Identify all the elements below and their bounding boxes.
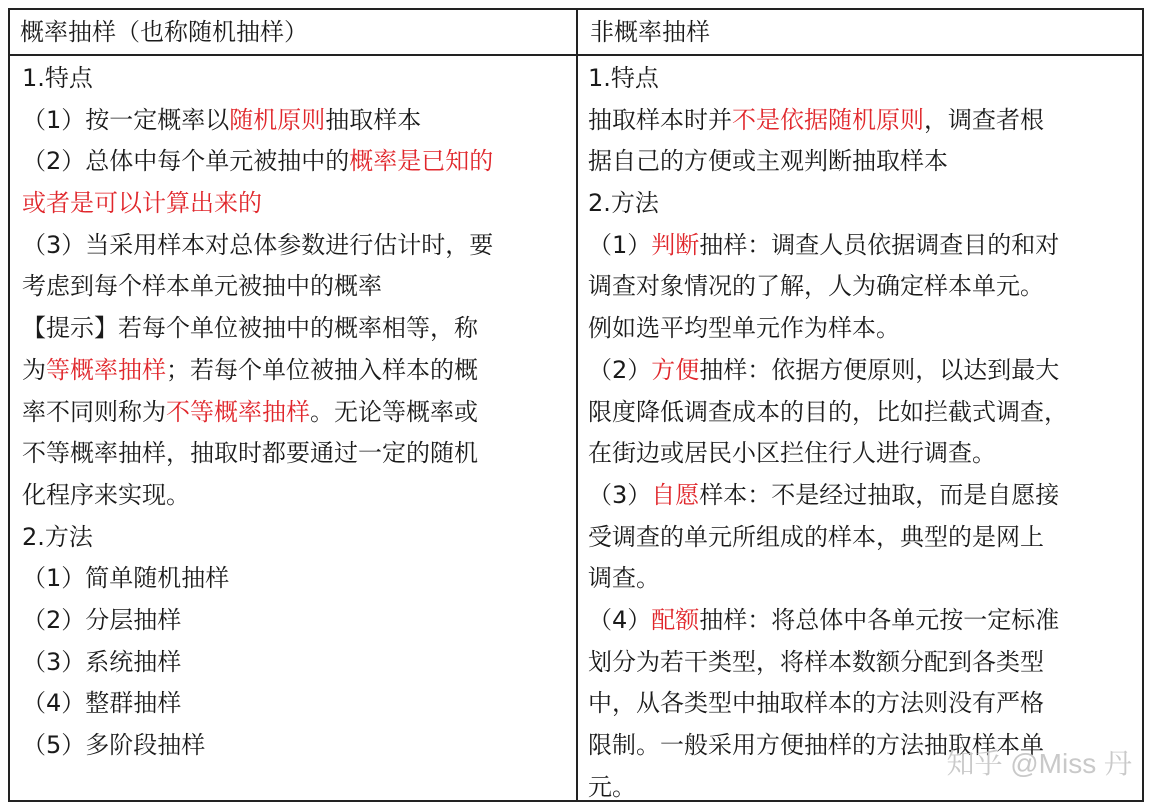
text-line	[22, 183, 562, 225]
text-segment: 样本：不是经过抽取，而是自愿接	[699, 480, 1060, 509]
highlight-text: 等概率抽样	[46, 355, 166, 384]
text-segment: 。无论等概率或	[310, 397, 478, 426]
text-segment: 率不同则称为	[22, 397, 166, 426]
text-segment: 受调查的单元所组成的样本，典型的是网上	[588, 522, 1044, 551]
text-segment: ；若每个单位被抽入样本的概	[166, 355, 478, 384]
highlight-text: 方便	[651, 355, 700, 384]
text-line	[22, 725, 562, 767]
comparison-table	[8, 8, 1144, 802]
text-segment: 抽样：将总体中各单元按一定标准	[699, 605, 1060, 634]
column-divider	[576, 10, 578, 800]
text-segment: （3）系统抽样	[22, 647, 182, 676]
text-line	[588, 475, 1136, 517]
text-segment: （4）整群抽样	[22, 689, 182, 718]
text-segment: ，调查者根	[924, 105, 1044, 134]
highlight-text: 或者是可以计算出来的	[22, 189, 262, 218]
text-segment: 不等概率抽样，抽取时都要通过一定的随机	[22, 439, 478, 468]
text-line	[588, 225, 1136, 267]
text-segment: 抽取样本时并	[588, 105, 732, 134]
text-line	[588, 683, 1136, 725]
text-line	[22, 225, 562, 267]
highlight-text: 不是依据随机原则	[732, 105, 924, 134]
text-segment: 1.特点	[22, 64, 93, 92]
text-segment: 化程序来实现。	[22, 480, 190, 509]
text-line	[588, 183, 1136, 225]
text-segment: （1）	[588, 230, 652, 259]
watermark: 知乎 @Miss 丹	[946, 748, 1132, 779]
text-line	[22, 392, 562, 434]
probability-sampling-content	[22, 58, 562, 767]
header-divider	[10, 54, 1142, 56]
text-segment: （4）	[588, 605, 652, 634]
text-segment: （2）分层抽样	[22, 605, 182, 634]
text-line	[588, 100, 1136, 142]
text-segment: 抽样：调查人员依据调查目的和对	[699, 230, 1060, 259]
text-line	[22, 100, 562, 142]
text-segment: 1.特点	[588, 64, 659, 92]
text-line	[588, 350, 1136, 392]
text-segment: 2.方法	[588, 189, 659, 218]
text-segment: 例如选平均型单元作为样本。	[588, 314, 900, 343]
text-segment: （3）	[588, 480, 652, 509]
text-segment: 调查。	[588, 564, 660, 593]
text-segment: 考虑到每个样本单元被抽中的概率	[22, 272, 382, 301]
header-nonprobability-sampling: 非概率抽样	[590, 18, 710, 46]
text-segment: （5）多阶段抽样	[22, 731, 206, 759]
text-line	[22, 58, 562, 100]
text-segment: 中，从各类型中抽取样本的方法则没有严格	[588, 689, 1044, 718]
text-segment: （3）当采用样本对总体参数进行估计时，要	[22, 230, 494, 259]
text-line	[22, 350, 562, 392]
text-segment: 抽取样本	[325, 105, 422, 134]
header-probability-sampling: 概率抽样（也称随机抽样）	[20, 18, 308, 46]
text-line	[588, 266, 1136, 308]
text-segment: （2）	[588, 355, 652, 384]
text-line	[588, 58, 1136, 100]
text-line	[588, 558, 1136, 600]
highlight-text: 配额	[651, 605, 700, 634]
text-line	[22, 266, 562, 308]
text-segment: 为	[22, 355, 46, 384]
text-segment: 限度降低调查成本的目的，比如拦截式调查，	[588, 397, 1068, 426]
text-line	[22, 475, 562, 517]
highlight-text: 随机原则	[229, 105, 326, 134]
text-line	[588, 433, 1136, 475]
text-segment: 在街边或居民小区拦住行人进行调查。	[588, 439, 996, 468]
text-line	[588, 308, 1136, 350]
text-segment: 限制。一般采用方便抽样的方法抽取样本单	[588, 731, 1044, 759]
text-segment: 元。	[588, 772, 636, 801]
text-segment: 【提示】若每个单位被抽中的概率相等，称	[22, 314, 478, 343]
text-line	[588, 517, 1136, 559]
highlight-text: 概率是已知的	[349, 147, 494, 176]
text-segment: （1）简单随机抽样	[22, 564, 230, 593]
text-segment: （2）总体中每个单元被抽中的	[22, 147, 350, 176]
text-segment: 抽样：依据方便原则，以达到最大	[699, 355, 1060, 384]
text-line	[22, 600, 562, 642]
text-line	[22, 642, 562, 684]
text-line	[588, 642, 1136, 684]
text-line	[22, 558, 562, 600]
highlight-text: 自愿	[651, 480, 700, 509]
highlight-text: 判断	[651, 230, 700, 259]
text-line	[588, 141, 1136, 183]
text-line	[22, 141, 562, 183]
text-line	[22, 433, 562, 475]
text-segment: 划分为若干类型，将样本数额分配到各类型	[588, 647, 1044, 676]
highlight-text: 不等概率抽样	[166, 397, 310, 426]
text-segment: 调查对象情况的了解，人为确定样本单元。	[588, 272, 1044, 301]
text-line	[22, 517, 562, 559]
text-segment: 2.方法	[22, 522, 93, 551]
text-line	[588, 600, 1136, 642]
text-segment: （1）按一定概率以	[22, 105, 230, 134]
text-line	[22, 308, 562, 350]
text-segment: 据自己的方便或主观判断抽取样本	[588, 147, 948, 176]
nonprobability-sampling-content	[588, 58, 1136, 808]
text-line	[588, 392, 1136, 434]
text-line	[22, 683, 562, 725]
